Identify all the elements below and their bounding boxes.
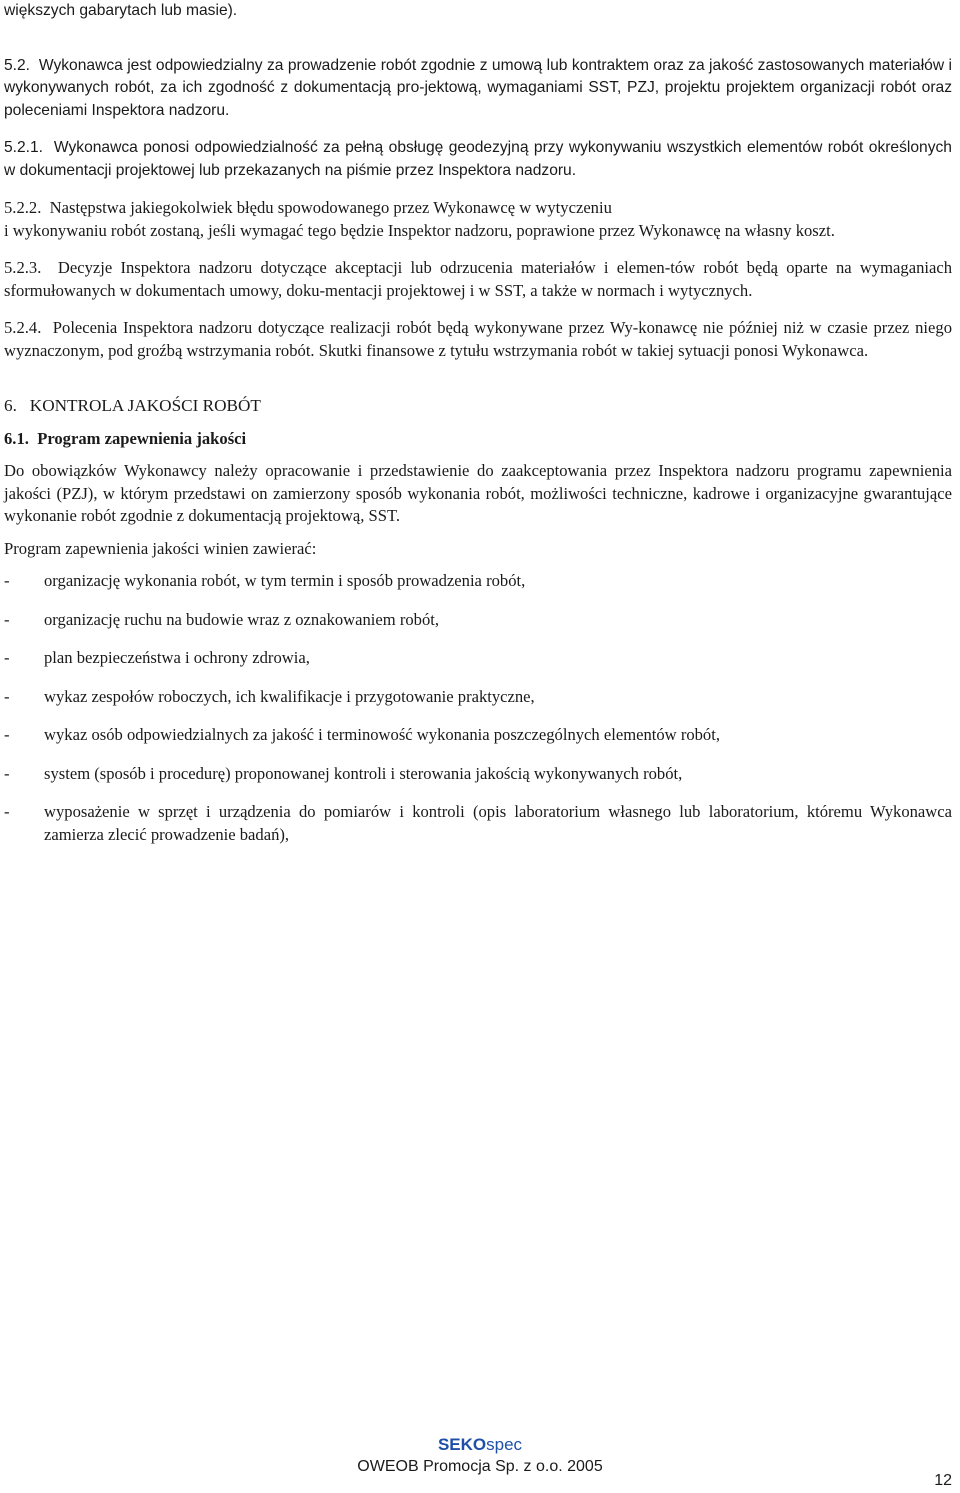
paragraph-number: 5.2.4. (4, 318, 42, 337)
paragraph-text: Wykonawca ponosi odpowiedzialność za pełną obsługę geodezyjną przy wykonywaniu wszystkich elementów robót określonych w dokumentacji projektowej lub przekazanych na piśmie przez Inspektora nadzoru. (4, 139, 952, 179)
section-number: 6.1. (4, 429, 29, 448)
list-item-text: organizację ruchu na budowie wraz z oznakowaniem robót, (44, 609, 440, 629)
document-page (4, 0, 952, 862)
list-dash: - (4, 686, 10, 706)
section-6-1-body: Do obowiązków Wykonawcy należy opracowanie i przedstawienie do zaakceptowania przez Inspektora nadzoru programu zapewnienia jakości (PZJ), w którym przedstawi on zamierzony sposób wykonania robót, możliwości techniczne, kadrowe i organizacyjne gwarantujące wykonanie robót zgodnie z dokumentacją projektową, SST. (4, 461, 952, 525)
list-item-text: wykaz osób odpowiedzialnych za jakość i terminowość wykonania poszczególnych elementów robót, (44, 725, 720, 744)
paragraph-number: 5.2. (4, 56, 31, 74)
section-title: KONTROLA JAKOŚCI ROBÓT (29, 396, 261, 415)
paragraph-5-2-3 (4, 257, 952, 302)
paragraph-number: 5.2.1. (4, 139, 44, 156)
paragraph-number: 5.2.2. (4, 198, 42, 217)
paragraph-first-line: Następstwa jakiegokolwiek błędu spowodowanego przez Wykonawcę w wytyczeniu (49, 198, 612, 217)
company-name: OWEOB Promocja Sp. z o.o. 2005 (357, 1458, 603, 1475)
section-title: Program zapewnienia jakości (37, 429, 247, 448)
list-dash: - (4, 648, 10, 667)
list-item (4, 570, 952, 593)
list-item-text: system (sposób i procedurę) proponowanej kontroli i sterowania jakością wykonywanych robót, (44, 763, 683, 783)
list-item (4, 763, 952, 786)
list-item (4, 724, 952, 747)
list-item (4, 801, 952, 846)
list-item (4, 609, 952, 632)
paragraph-5-2-4 (4, 317, 952, 362)
paragraph-text: i wykonywaniu robót zostaną, jeśli wymagać tego będzie Inspektor nadzoru, poprawione przez Wykonawcę na własny koszt. (4, 220, 835, 240)
section-heading-6 (4, 394, 952, 418)
list-dash: - (4, 763, 10, 783)
page-footer (0, 1434, 960, 1478)
list-item (4, 686, 952, 709)
list-dash: - (4, 609, 10, 629)
section-6-1-intro: Program zapewnienia jakości winien zawierać: (4, 538, 317, 558)
brand-logo (0, 1434, 960, 1456)
paragraph-5-2-2 (4, 197, 952, 242)
brand-name-bold: SEKO (437, 1435, 487, 1454)
paragraph-5-2-1 (4, 137, 952, 182)
requirements-list (4, 570, 952, 846)
list-item (4, 647, 952, 670)
section-heading-6-1 (4, 428, 952, 450)
brand-name-light: spec (486, 1435, 523, 1454)
page-number: 12 (934, 1472, 952, 1489)
paragraph-number: 5.2.3. (4, 258, 42, 277)
list-item-text: plan bezpieczeństwa i ochrony zdrowia, (44, 648, 310, 667)
paragraph-text: Wykonawca jest odpowiedzialny za prowadzenie robót zgodnie z umową lub kontraktem oraz za jakość zastosowanych materiałów i wykonywanych robót, za ich zgodność z dokumentacją pro-jektową, wymaganiami SST, PZJ, projektu projektem organizacji robót oraz poleceniami Inspektora nadzoru. (4, 56, 952, 119)
list-dash: - (4, 571, 10, 590)
continued-text: większych gabarytach lub masie). (4, 2, 238, 19)
list-item-text: organizację wykonania robót, w tym termin i sposób prowadzenia robót, (44, 571, 526, 590)
list-item-text: wyposażenie w sprzęt i urządzenia do pomiarów i kontroli (opis laboratorium własnego lub laboratorium, któremu Wykonawca zamierza zlecić prowadzenie badań), (44, 802, 952, 844)
list-dash: - (4, 802, 10, 821)
list-dash: - (4, 725, 10, 744)
paragraph-5-2 (4, 55, 952, 123)
paragraph-text: Polecenia Inspektora nadzoru dotyczące realizacji robót będą wykonywane przez Wy-konawcę nie później niż w czasie przez niego wyznaczonym, pod groźbą wstrzymania robót. Skutki finansowe z tytułu wstrzymania robót w takiej sytuacji ponosi Wykonawca. (4, 318, 952, 360)
section-number: 6. (4, 396, 17, 415)
paragraph-text: Decyzje Inspektora nadzoru dotyczące akceptacji lub odrzucenia materiałów i elemen-tów robót będą oparte na wymaganiach sformułowanych w dokumentach umowy, doku-mentacji projektowej i w SST, a także w normach i wytycznych. (4, 258, 953, 300)
list-item-text: wykaz zespołów roboczych, ich kwalifikacje i przygotowanie praktyczne, (44, 686, 535, 706)
